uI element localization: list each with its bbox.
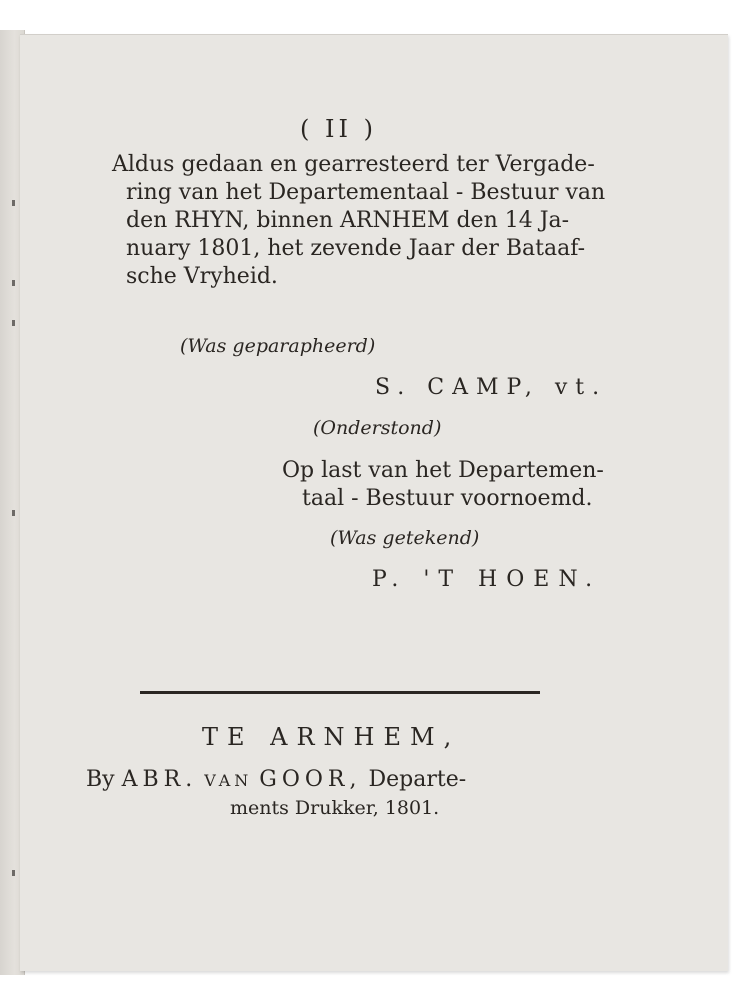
printer-van: VAN	[204, 771, 253, 790]
printer-name-last: GOOR,	[259, 767, 362, 792]
onderstond-label: (Onderstond)	[313, 417, 442, 439]
paragraph-line: nuary 1801, het zevende Jaar der Bataaf-	[126, 236, 586, 261]
paragraph-line: den RHYN, binnen ARNHEM den 14 Ja-	[126, 208, 570, 233]
printer-name-first: ABR.	[121, 767, 198, 792]
printer-by: By	[86, 767, 115, 792]
signature-hoen: P. 'T HOEN.	[372, 567, 602, 592]
page-number: ( II )	[300, 115, 377, 143]
signature-camp: S. CAMP, vt.	[375, 375, 608, 400]
paraph-label: (Was geparapheerd)	[180, 335, 376, 357]
getekend-label: (Was getekend)	[330, 527, 480, 549]
paragraph-line: sche Vryheid.	[126, 264, 278, 289]
book-page	[20, 34, 728, 971]
order-text	[282, 457, 604, 513]
imprint-printer	[86, 767, 466, 792]
printer-role: Departe-	[368, 767, 467, 792]
binding-stitch	[12, 510, 15, 516]
imprint-place: TE ARNHEM,	[202, 723, 461, 751]
horizontal-rule	[140, 691, 540, 694]
binding-stitch	[12, 320, 15, 326]
binding-stitch	[12, 200, 15, 206]
paragraph-line: Aldus gedaan en gearresteerd ter Vergade-	[112, 152, 595, 177]
imprint-printer-line2: ments Drukker, 1801.	[230, 797, 440, 819]
paragraph-line: ring van het Departementaal - Bestuur van	[126, 180, 606, 205]
order-line: taal - Bestuur voornoemd.	[302, 486, 593, 511]
binding-stitch	[12, 870, 15, 876]
order-line: Op last van het Departemen-	[282, 458, 604, 483]
decree-paragraph	[112, 151, 606, 291]
binding-stitch	[12, 280, 15, 286]
